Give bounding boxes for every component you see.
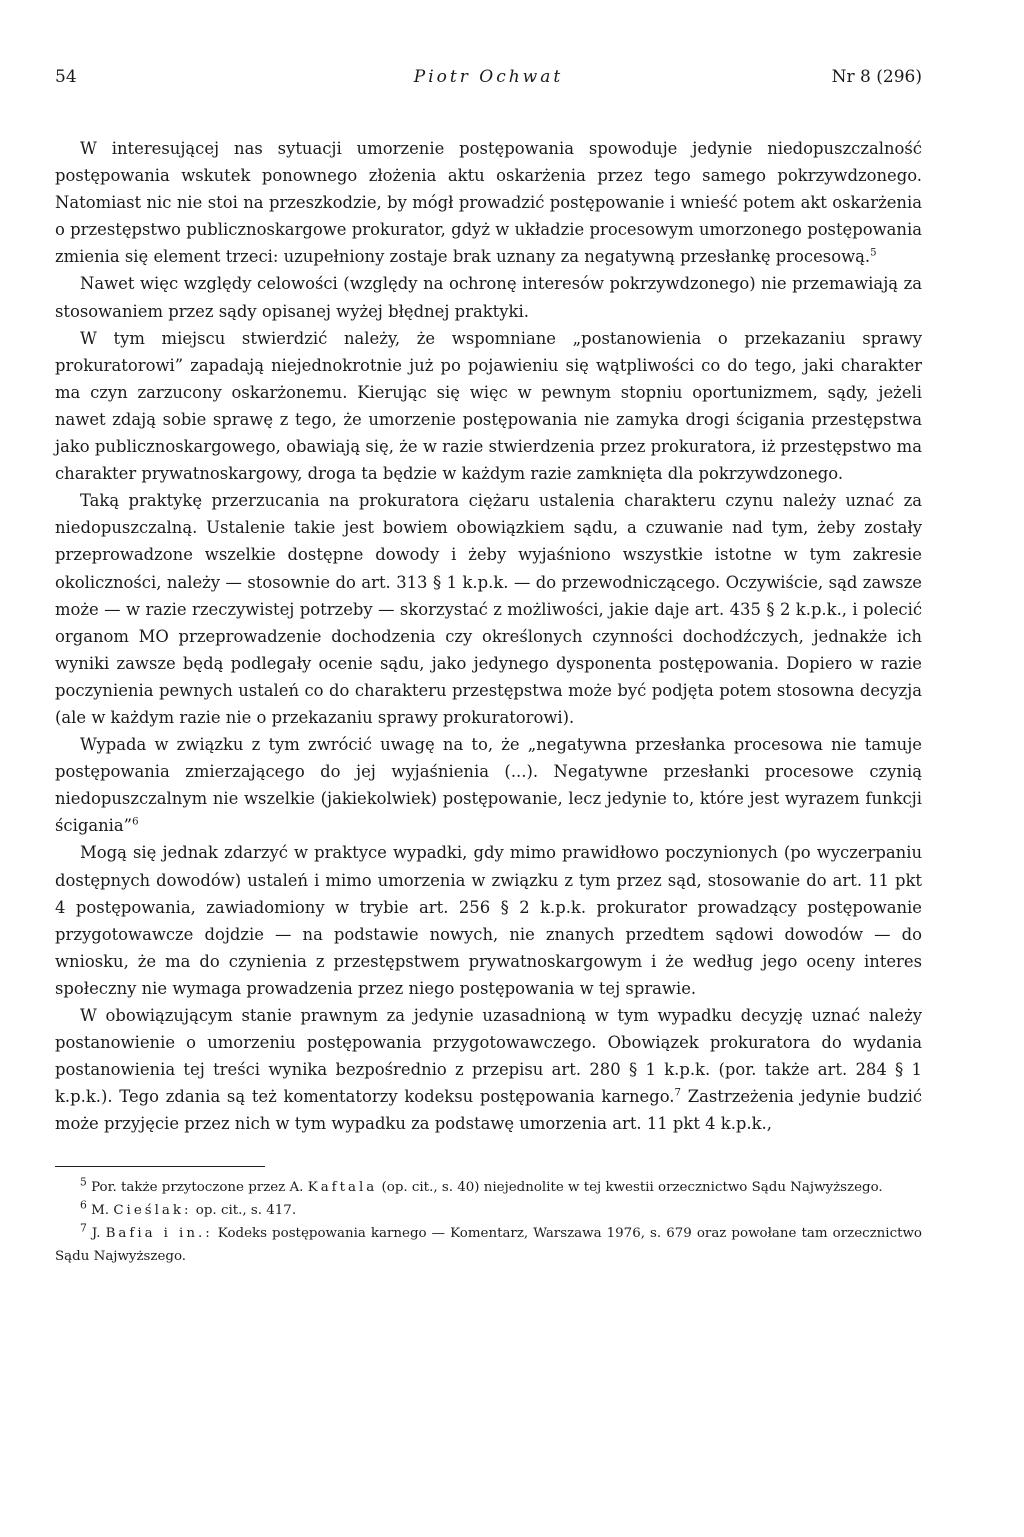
footnote-mark: 6 (80, 1198, 87, 1212)
footnotes (55, 1177, 922, 1268)
footnote-author: Kaftala (307, 1180, 378, 1196)
paragraph: Mogą się jednak zdarzyć w praktyce wypadki, gdy mimo prawidłowo poczynionych (po wyczerpaniu dostępnych dowodów) ustaleń i mimo umorzenia w związku z tym przez sąd, stosowanie do art. 11 pkt 4 postępowania, zawiadomiony w trybie art. 256 § 2 k.p.k. prokurator prowadzący postępowanie przygotowawcze dojdzie — na podstawie nowych, nie znanych przedtem sądowi dowodów — do wniosku, że ma do czynienia z przestępstwem prywatnoskargowym i że według jego oceny interes społeczny nie wymaga prowadzenia przez niego postępowania w tej sprawie. (55, 843, 922, 998)
footnote: $^5$ Por. także przytoczone przez A. Kaftala (op. cit., s. 40) niejednolite w tej kwestii orzecznictwo Sądu Najwyższego. (80, 1176, 883, 1196)
footnote-divider (55, 1166, 265, 1167)
paragraph: W obowiązującym stanie prawnym za jedynie uzasadnioną w tym wypadku decyzję uznać należy postanowienie o umorzeniu postępowania przygotowawczego. Obowiązek prokuratora do wydania postanowienia tej treści wynika bezpośrednio z przepisu art. 280 § 1 k.p.k. (por. także art. 284 § 1 k.p.k.). Tego zdania są też komentatorzy kodeksu postępowania karnego.$^7$ Zastrzeżenia jedynie budzić może przyjęcie przez nich w tym wypadku za podstawę umorzenia art. 11 pkt 4 k.p.k., (55, 1006, 922, 1134)
running-author: Piotr Ochwat (413, 67, 564, 87)
footnote-author: Bafia i in.: (105, 1226, 213, 1242)
footnote: $^6$ M. Cieślak: op. cit., s. 417. (80, 1198, 297, 1219)
footnote: $^7$ J. Bafia i in.: Kodeks postępowania karnego — Komentarz, Warszawa 1976, s. 679 oraz powołane tam orzecznictwo Sądu Najwyższego. (55, 1221, 922, 1264)
paragraph: W interesującej nas sytuacji umorzenie postępowania spowoduje jedynie niedopuszczalność postępowania wskutek ponownego złożenia aktu oskarżenia przez tego samego pokrzywdzonego. Natomiast nic nie stoi na przeszkodzie, by mógł prowadzić postępowanie i wnieść potem akt oskarżenia o przestępstwo publicznoskargowe prokurator, gdyż w układzie procesowym umorzonego postępowania zmienia się element trzeci: uzupełniony zostaje brak uznany za negatywną przesłankę procesową.$^5$ (55, 139, 922, 267)
footnote-mark: 5 (80, 1176, 87, 1189)
document-page (55, 62, 922, 1269)
page-number: 54 (55, 67, 77, 87)
footnote-ref: 5 (870, 247, 877, 259)
paragraph: Wypada w związku z tym zwrócić uwagę na to, że „negatywna przesłanka procesowa nie tamuje postępowania zmierzającego do jej wyjaśnienia (...). Negatywne przesłanki procesowe czynią niedopuszczalnym nie wszelkie (jakiekolwiek) postępowanie, lecz jedynie to, które jest wyrazem funkcji ścigania”$^6$ (55, 735, 922, 836)
paragraph: Nawet więc względy celowości (względy na ochronę interesów pokrzywdzonego) nie przemawiają za stosowaniem przez sądy opisanej wyżej błędnej praktyki. (55, 274, 922, 321)
body-text (55, 135, 922, 1137)
issue-number: Nr 8 (296) (831, 67, 922, 87)
footnote-mark: 7 (80, 1221, 87, 1235)
running-head (55, 62, 922, 92)
paragraph: W tym miejscu stwierdzić należy, że wspomniane „postanowienia o przekazaniu sprawy prokuratorowi” zapadają niejednokrotnie już po pojawieniu się wątpliwości co do tego, jaki charakter ma czyn zarzucony oskarżonemu. Kierując się więc w pewnym stopniu oportunizmem, sądy, jeżeli nawet zdają sobie sprawę z tego, że umorzenie postępowania nie zamyka drogi ścigania przestępstwa jako publicznoskargowego, obawiają się, że w razie stwierdzenia przez prokuratora, iż przestępstwo ma charakter prywatnoskargowy, droga ta będzie w każdym razie zamknięta dla pokrzywdzonego. (55, 328, 922, 484)
paragraph: Taką praktykę przerzucania na prokuratora ciężaru ustalenia charakteru czynu należy uznać za niedopuszczalną. Ustalenie takie jest bowiem obowiązkiem sądu, a czuwanie nad tym, żeby zostały przeprowadzone wszelkie dostępne dowody i żeby wyjaśniono wszystkie istotne w tym zakresie okoliczności, należy — stosownie do art. 313 § 1 k.p.k. — do przewodniczącego. Oczywiście, sąd zawsze może — w razie rzeczywistej potrzeby — skorzystać z możliwości, jakie daje art. 435 § 2 k.p.k., i polecić organom MO przeprowadzenie dochodzenia czy określonych czynności dochodźczych, jednakże ich wyniki zawsze będą podlegały ocenie sądu, jako jedynego dysponenta postępowania. Dopiero w razie poczynienia pewnych ustaleń co do charakteru przestępstwa może być podjęta potem stosowna decyzja (ale w każdym razie nie o przekazaniu sprawy prokuratorowi). (55, 491, 922, 727)
footnote-ref: 7 (674, 1087, 681, 1099)
footnote-ref: 6 (132, 816, 139, 828)
footnote-author: Cieślak: (113, 1203, 192, 1219)
